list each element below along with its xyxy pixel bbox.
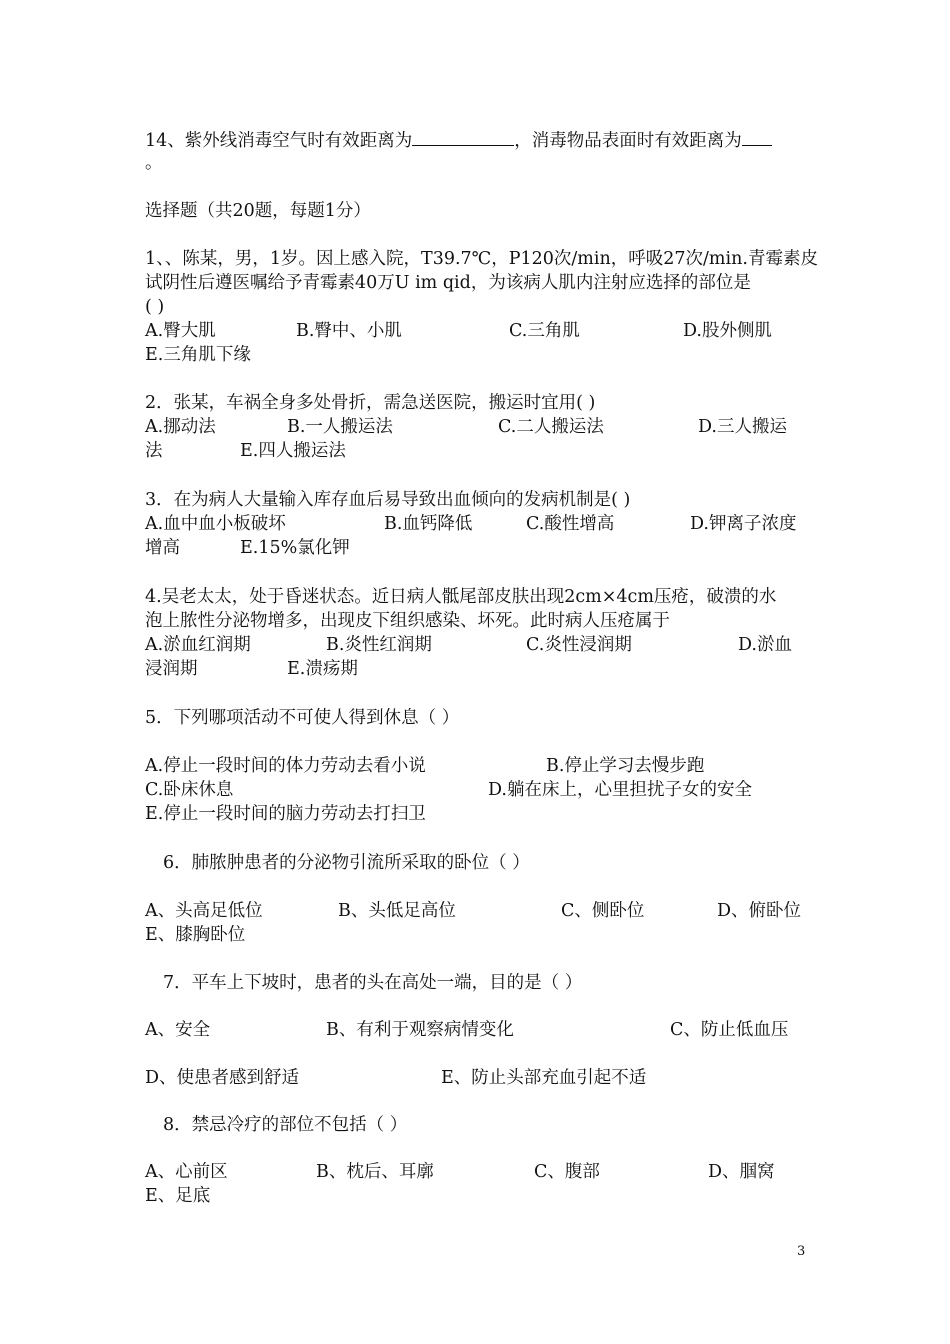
question-4-option-c: C.炎性浸润期 bbox=[526, 635, 632, 655]
question-7-option-b: B、有利于观察病情变化 bbox=[326, 1020, 514, 1040]
fill-question-14-part2: ，消毒物品表面时有效距离为 bbox=[514, 131, 742, 151]
question-7-option-c: C、防止低血压 bbox=[670, 1020, 789, 1040]
question-3-option-a: A.血中血小板破坏 bbox=[145, 514, 286, 534]
question-5-option-d: D.躺在床上，心里担扰子女的安全 bbox=[488, 780, 752, 800]
question-2-option-b: B.一人搬运法 bbox=[287, 417, 393, 437]
question-1-option-e: E.三角肌下缘 bbox=[145, 345, 251, 365]
question-6-option-e: E、膝胸卧位 bbox=[145, 925, 246, 945]
question-4-option-d: D.淤血 bbox=[738, 635, 792, 655]
question-7-stem-line: 7．平车上下坡时，患者的头在高处一端，目的是（ ） bbox=[163, 973, 583, 993]
question-6-option-d: D、俯卧位 bbox=[717, 901, 802, 921]
question-3-option-d-wrap: 增高 bbox=[145, 538, 180, 558]
question-2-option-c: C.二人搬运法 bbox=[498, 417, 604, 437]
question-5-option-b: B.停止学习去慢步跑 bbox=[546, 756, 705, 776]
question-3-option-e: E.15%氯化钾 bbox=[240, 538, 350, 558]
question-2-option-d: D.三人搬运 bbox=[698, 417, 787, 437]
question-4-stem-line: 4.吴老太太，处于昏迷状态。近日病人骶尾部皮肤出现2cm×4cm压疮，破溃的水 bbox=[145, 587, 777, 607]
question-7-option-a: A、安全 bbox=[145, 1020, 211, 1040]
question-7-option-e: E、防止头部充血引起不适 bbox=[441, 1068, 647, 1088]
section-header: 选择题（共20题，每题1分） bbox=[145, 201, 371, 221]
question-3-option-d: D.钾离子浓度 bbox=[690, 514, 797, 534]
question-6-option-c: C、侧卧位 bbox=[561, 901, 645, 921]
question-3-option-b: B.血钙降低 bbox=[384, 514, 473, 534]
question-7-option-d: D、使患者感到舒适 bbox=[145, 1068, 300, 1088]
question-1-option-b: B.臀中、小肌 bbox=[296, 321, 402, 341]
question-2-stem-line: 2．张某，车祸全身多处骨折，需急送医院，搬运时宜用( ) bbox=[145, 393, 596, 413]
page-number: 3 bbox=[797, 1244, 806, 1259]
question-5-option-e: E.停止一段时间的脑力劳动去打扫卫 bbox=[145, 804, 426, 824]
question-1-option-a: A.臀大肌 bbox=[145, 321, 216, 341]
question-8-stem-line: 8．禁忌冷疗的部位不包括（ ） bbox=[163, 1115, 408, 1135]
question-6-option-a: A、头高足低位 bbox=[145, 901, 263, 921]
question-2-option-e: E.四人搬运法 bbox=[240, 441, 346, 461]
question-3-stem-line: 3．在为病人大量输入库存血后易导致出血倾向的发病机制是( ) bbox=[145, 490, 631, 510]
question-5-option-a: A.停止一段时间的体力劳动去看小说 bbox=[145, 756, 426, 776]
question-6-option-b: B、头低足高位 bbox=[338, 901, 456, 921]
answer-blank bbox=[412, 127, 514, 146]
question-2-option-a: A.挪动法 bbox=[145, 417, 216, 437]
question-4-option-d-wrap: 浸润期 bbox=[145, 659, 198, 679]
question-1-option-c: C.三角肌 bbox=[509, 321, 580, 341]
question-3-option-c: C.酸性增高 bbox=[526, 514, 615, 534]
question-4-option-e: E.溃疡期 bbox=[287, 659, 358, 679]
question-8-option-d: D、腘窝 bbox=[708, 1162, 775, 1182]
question-2-option-d-wrap: 法 bbox=[145, 441, 163, 461]
question-4-stem-line: 泡上脓性分泌物增多，出现皮下组织感染、坏死。此时病人压疮属于 bbox=[145, 611, 670, 631]
question-8-option-b: B、枕后、耳廓 bbox=[316, 1162, 434, 1182]
question-8-option-c: C、腹部 bbox=[534, 1162, 600, 1182]
question-6-stem-line: 6．肺脓肿患者的分泌物引流所采取的卧位（ ） bbox=[163, 853, 530, 873]
question-8-option-e: E、足底 bbox=[145, 1186, 211, 1206]
question-1-stem-line: 试阴性后遵医嘱给予青霉素40万U im qid，为该病人肌内注射应选择的部位是 bbox=[145, 273, 751, 293]
question-1-stem-line: 1、、陈某，男，1岁。因上感入院，T39.7℃，P120次/min，呼吸27次/min.青霉素皮 bbox=[145, 249, 818, 269]
question-5-stem-line: 5．下列哪项活动不可使人得到休息（ ） bbox=[145, 708, 460, 728]
question-1-stem-line: ( ) bbox=[145, 297, 165, 317]
question-4-option-b: B.炎性红润期 bbox=[326, 635, 432, 655]
question-4-option-a: A.淤血红润期 bbox=[145, 635, 251, 655]
fill-question-14-part1: 14、紫外线消毒空气时有效距离为 bbox=[145, 131, 413, 151]
question-1-option-d: D.股外侧肌 bbox=[683, 321, 772, 341]
fill-question-14 bbox=[145, 127, 772, 153]
question-5-option-c: C.卧床休息 bbox=[145, 780, 234, 800]
question-8-option-a: A、心前区 bbox=[145, 1162, 228, 1182]
fill-question-14-tail: 。 bbox=[145, 153, 163, 173]
answer-blank bbox=[742, 127, 772, 146]
